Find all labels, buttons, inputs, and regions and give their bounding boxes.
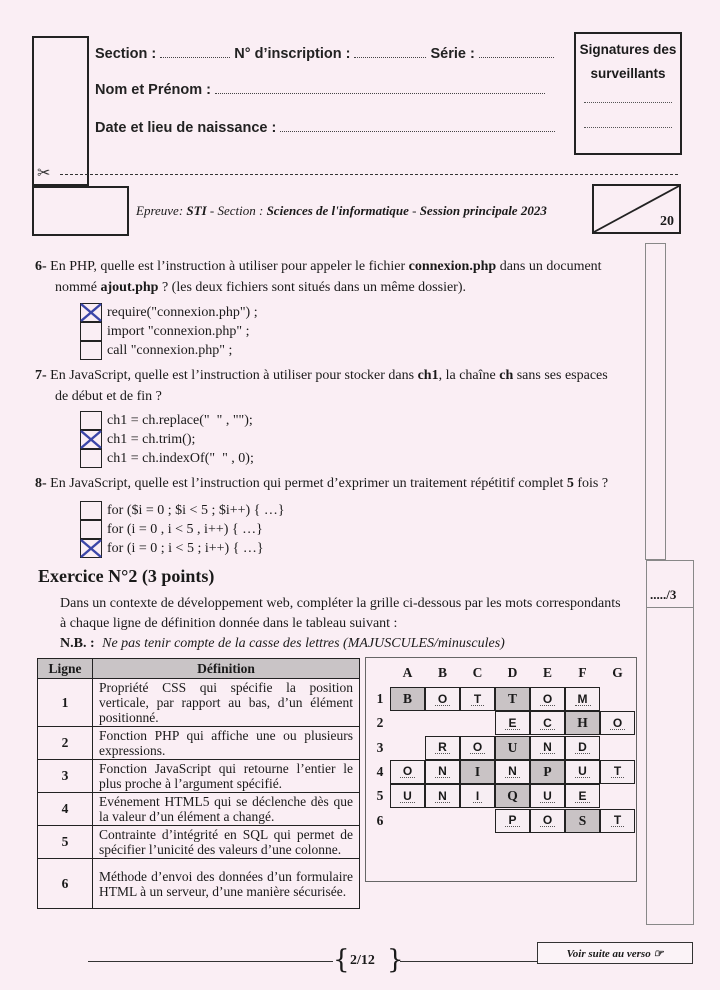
signatures-box [574,32,682,155]
brace-right-icon: } [387,945,404,975]
checkbox-checked[interactable] [80,430,102,449]
grid-column-header: E [542,665,552,680]
grid-letter: C [540,717,555,730]
section-row [95,46,565,62]
checkbox-checked[interactable] [80,303,102,322]
grid-cell-given [565,711,600,735]
nb-label: N.B. : [60,636,95,651]
grid-cell-given [495,687,530,711]
question-7: 7- En JavaScript, quelle est l’instruction à utiliser pour stocker dans ch1, la chaîne ch sans ses espaces de début et de fin ? [35,368,608,404]
signature-line-1[interactable] [584,102,672,103]
grid-letter: S [578,812,587,828]
date-row [95,120,555,136]
footer-line-left [88,961,333,962]
grid-letter: O [540,693,555,706]
grid-cell-answer[interactable] [425,687,460,711]
exam-session: Session principale 2023 [419,203,547,218]
q8-option-1[interactable]: for ($i = 0 ; $i < 5 ; $i++) { …} [80,502,285,520]
grid-letter: O [435,693,450,706]
grid-letter: D [575,741,590,754]
q6-option-2[interactable]: import "connexion.php" ; [80,323,249,341]
checkbox[interactable] [80,411,102,430]
x-mark-icon [79,302,103,323]
q6-option-1[interactable]: require("connexion.php") ; [80,304,258,322]
grid-letter: O [400,765,415,778]
grid-column-header: C [472,665,483,680]
table-row: 1 Propriété CSS qui spécifie la position verticale, par rapport au bas, d’un élément positionné. [38,679,360,727]
grid-cell-answer[interactable] [460,687,495,711]
grid-letter: H [577,715,588,731]
grid-cell-answer[interactable] [495,809,530,833]
grid-cell-given [565,809,600,833]
grid-letter: P [543,763,552,779]
exam-banner: Epreuve: STI - Section : Sciences de l'informatique - Session principale 2023 [136,203,547,218]
grid-cell-given [460,760,495,784]
grid-cell-answer[interactable] [495,760,530,784]
cut-line [60,174,678,175]
grid-letter: N [435,765,450,778]
signatures-title-line2: surveillants [590,66,666,81]
grid-letter: O [610,717,625,730]
checkbox-checked[interactable] [80,539,102,558]
q7-option-1[interactable]: ch1 = ch.replace(" " , ""); [80,412,253,430]
section-field[interactable] [160,57,230,58]
grid-cell-answer[interactable] [530,809,565,833]
grid-letter: P [505,814,519,827]
grid-letter: O [470,741,485,754]
serie-field[interactable] [479,57,554,58]
inscription-label: N° d’inscription : [234,46,351,62]
footer-line-right [400,961,538,962]
question-8-number: 8- [35,476,47,491]
date-label: Date et lieu de naissance : [95,120,277,136]
grid-cell-answer[interactable] [565,687,600,711]
exercise-2-title: Exercice N°2 (3 points) [38,566,215,586]
checkbox[interactable] [80,322,102,341]
serie-label: Série : [430,46,475,62]
grid-letter: U [575,765,590,778]
grid-cell-answer[interactable] [425,736,460,760]
table-row: 5 Contrainte d’intégrité en SQL qui permet de spécifier l’unicité des valeurs d’une colonne. [38,826,360,859]
grid-letter: R [435,741,450,754]
grid-row-header: 5 [376,788,384,804]
grid-letter: Q [507,788,518,804]
q8-option-3[interactable]: for (i = 0 ; i < 5 ; i++) { …} [80,540,264,558]
q6-option-3[interactable]: call "connexion.php" ; [80,342,232,360]
grid-column-header: D [507,665,518,680]
grid-cell-answer[interactable] [425,760,460,784]
grid-cell-answer[interactable] [530,784,565,808]
table-row: 2 Fonction PHP qui affiche une ou plusieurs expressions. [38,727,360,760]
definitions-table [37,658,360,909]
marks-column-ex2 [646,560,694,925]
grid-row-header: 6 [376,812,384,828]
grid-cell-answer[interactable] [565,760,600,784]
grid-row-header: 2 [376,715,384,731]
grid-column-header: A [402,665,413,680]
grid-cell-answer[interactable] [565,784,600,808]
continue-verso-label: Voir suite au verso ☞ [537,942,693,964]
x-mark-icon [79,429,103,450]
grid-letter: T [471,693,484,706]
x-mark-icon [79,538,103,559]
table-row: 3 Fonction JavaScript qui retourne l’entier le plus proche à l’argument spécifié. [38,760,360,793]
checkbox[interactable] [80,341,102,360]
grid-letter: O [540,814,555,827]
grid-letter: E [575,790,589,803]
marks-column-q [645,243,666,560]
date-field[interactable] [280,131,555,132]
brace-left-icon: { [333,945,350,975]
total-score: 20 [660,214,674,229]
checkbox[interactable] [80,520,102,539]
nom-label: Nom et Prénom : [95,82,212,98]
page-number: 2/12 [350,953,375,968]
grid-cell-answer[interactable] [600,760,635,784]
table-row: 4 Evénement HTML5 qui se déclenche dès que la valeur d’un élément a changé. [38,793,360,826]
grid-cell-answer[interactable] [495,711,530,735]
grid-cell-given [495,784,530,808]
grid-cell-answer[interactable] [600,711,635,735]
grid-cell-answer[interactable] [530,711,565,735]
grid-letter: T [611,765,624,778]
grid-letter: N [540,741,555,754]
grid-letter: B [402,691,412,706]
ex2-score: ...../3 [650,587,677,602]
grid-cell-answer[interactable] [530,687,565,711]
checkbox[interactable] [80,501,102,520]
grid-row-header: 3 [376,739,384,755]
grid-letter: T [507,691,517,706]
scissors-icon: ✂ [37,165,51,182]
signatures-title-line1: Signatures des [579,42,677,57]
grid-letter: U [540,790,555,803]
score-divider [647,607,693,608]
exam-section: Sciences de l'informatique [266,203,409,218]
grid-letter: U [507,739,518,755]
grid-cell-answer[interactable] [600,809,635,833]
nom-row [95,82,545,98]
grid-letter: I [474,763,481,779]
exam-subject: STI [186,203,207,218]
column-header-ligne: Ligne [38,659,93,679]
grid-letter: N [505,765,520,778]
inscription-field[interactable] [354,57,426,58]
grid-letter: I [473,790,482,803]
column-header-definition: Définition [93,659,360,679]
nom-field[interactable] [215,93,545,94]
exercise-2-intro: Dans un contexte de développement web, compléter la grille ci-dessous par les mots correspondants à chaque ligne de définition donnée dans le tableau suivant : N.B. : Ne pas tenir compte de la casse des lettres (MAJUSCULES/minuscules) [60,596,621,651]
grid-cell-answer[interactable] [390,760,425,784]
table-row: 6 Méthode d’envoi des données d’un formulaire HTML à un serveur, d’une manière sécurisée. [38,859,360,909]
grid-cell-answer[interactable] [425,784,460,808]
code-box [32,186,129,236]
grid-letter: N [435,790,450,803]
question-7-number: 7- [35,368,47,383]
grid-cell-given [495,736,530,760]
grid-letter: T [611,814,624,827]
grid-row-header: 1 [376,691,384,706]
signature-line-2[interactable] [584,127,672,128]
grid-cell-answer[interactable] [460,736,495,760]
table-header-row [38,659,360,679]
checkbox[interactable] [80,449,102,468]
grid-column-header: B [437,665,447,680]
q8-option-2[interactable]: for (i = 0 , i < 5 , i++) { …} [80,521,263,539]
nb-text: Ne pas tenir compte de la casse des lettres (MAJUSCULES/minuscules) [102,636,505,651]
grid-cell-answer[interactable] [530,736,565,760]
grid-row-header: 4 [376,763,384,779]
grid-letter: U [400,790,415,803]
grid-letter: M [575,693,591,706]
total-score-box [592,184,681,234]
section-label: Section : [95,46,157,62]
q7-option-2[interactable]: ch1 = ch.trim(); [80,431,195,449]
question-6: 6- En PHP, quelle est l’instruction à utiliser pour appeler le fichier connexion.php dans un document nommé ajout.php ? (les deux fichiers sont situés dans un même dossier). [35,259,602,295]
grid-cell-given [390,687,425,711]
question-6-number: 6- [35,259,47,274]
grid-letter: E [505,717,519,730]
q7-option-3[interactable]: ch1 = ch.indexOf(" " , 0); [80,450,254,468]
grid-column-header: F [578,665,587,680]
grid-cell-answer[interactable] [565,736,600,760]
grid-cell-answer[interactable] [390,784,425,808]
grid-cell-given [530,760,565,784]
grid-column-header: G [612,665,623,680]
grid-cell-answer[interactable] [460,784,495,808]
question-8: 8- En JavaScript, quelle est l’instruction qui permet d’exprimer un traitement répétitif complet 5 fois ? [35,476,609,491]
